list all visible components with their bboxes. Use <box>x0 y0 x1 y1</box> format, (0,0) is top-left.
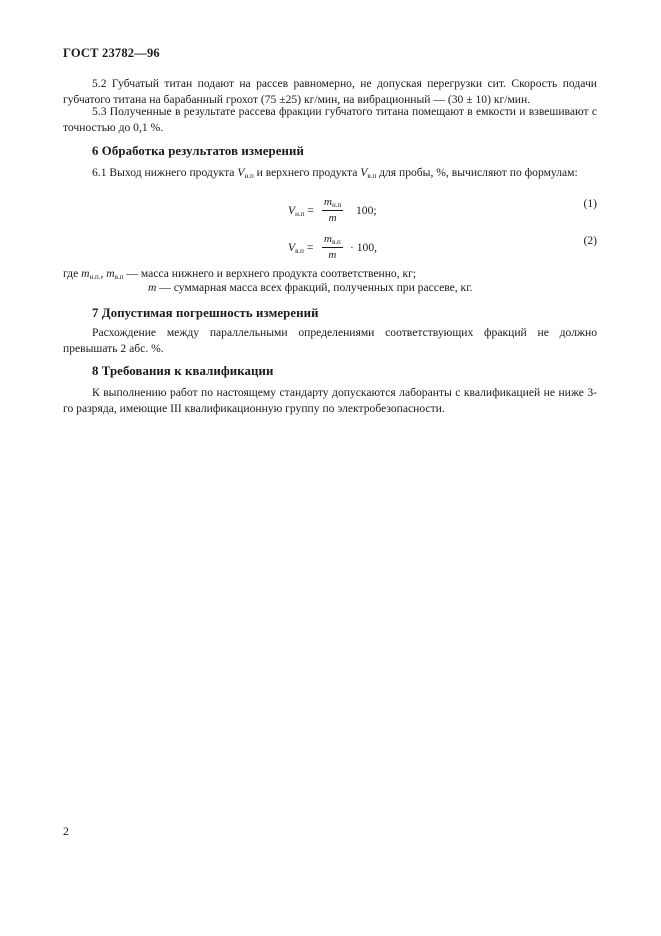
where-text-2: — суммарная масса всех фракций, полученных при рассеве, кг. <box>156 281 473 294</box>
paragraph-7: Расхождение между параллельными определениями соответствующих фракций не должно превышать 2 абс. %. <box>63 326 597 355</box>
formula-2-denominator: m <box>328 249 337 261</box>
paragraph-8: К выполнению работ по настоящему стандарту допускаются лаборанты с квалификацией не ниже 3-го разряда, имеющие III квалификационную группу по электробезопасности. <box>63 386 597 415</box>
heading-section-8: 8 Требования к квалификации <box>92 364 274 378</box>
where-sub-mvp: в.п <box>114 273 124 281</box>
formula-2-fraction <box>322 233 343 261</box>
p61-text-a: 6.1 Выход нижнего продукта <box>92 166 238 179</box>
where-var-mnp: m <box>81 267 90 280</box>
formula-2-eq: = <box>306 241 314 254</box>
p61-sub-vvp: в.п <box>367 172 377 180</box>
formula-2-number: (2) <box>583 234 597 247</box>
formula-1-num-sub: н.п <box>331 201 342 209</box>
formula-2-lhs <box>288 241 313 255</box>
where2-var-m: m <box>148 281 157 294</box>
where-var-mvp: m <box>106 267 115 280</box>
formula-1-lhs <box>288 204 314 218</box>
formula-1-denominator: m <box>328 212 337 224</box>
paragraph-5-3: 5.3 Полученные в результате рассева фракции губчатого титана помещают в емкости и взвешивают с точностью до 0,1 %. <box>63 105 597 134</box>
formula-1-fraction <box>322 196 343 224</box>
p61-text-b: и верхнего продукта <box>253 166 361 179</box>
formula-2-var-sub: в.п <box>295 247 304 255</box>
formula-1-number: (1) <box>583 197 597 210</box>
standard-header: ГОСТ 23782—96 <box>63 46 160 60</box>
formula-1-eq: = <box>307 204 314 217</box>
formula-2-num-sub: в.п <box>331 238 341 246</box>
formula-1-num-var: m <box>324 196 332 208</box>
formula-1-var: V <box>288 204 296 217</box>
formula-2-tail: · 100, <box>350 241 378 254</box>
paragraph-6-1 <box>63 165 597 184</box>
formula-2-numerator <box>322 233 343 248</box>
formula-1-tail: 100; <box>356 204 377 217</box>
p61-text-c: для пробы, %, вычисляют по формулам: <box>376 166 578 179</box>
p61-var-vvp: V <box>360 166 368 179</box>
heading-section-7: 7 Допустимая погрешность измерений <box>92 306 319 320</box>
p61-sub-vnp: н.п <box>244 172 254 180</box>
formula-1-var-sub: н.п <box>295 210 305 218</box>
page-number: 2 <box>63 824 69 838</box>
where-word: где <box>63 267 82 280</box>
where-comma: , <box>100 267 107 280</box>
formula-2-num-var: m <box>324 233 332 245</box>
where-sub-mnp: н.п. <box>89 273 101 281</box>
p61-var-vnp: V <box>237 166 245 179</box>
paragraph-5-2: 5.2 Губчатый титан подают на рассев равномерно, не допуская перегрузки сит. Скорость подачи губчатого титана на барабанный грохот (75 ±25) кг/мин, на вибрационный — (30 ± 10) кг/мин. <box>63 77 597 106</box>
where-clause-2 <box>148 280 598 296</box>
formula-2-var: V <box>288 241 296 254</box>
formula-1-numerator <box>322 196 343 211</box>
where-text-1: — масса нижнего и верхнего продукта соответственно, кг; <box>123 267 417 280</box>
heading-section-6: 6 Обработка результатов измерений <box>92 144 304 158</box>
